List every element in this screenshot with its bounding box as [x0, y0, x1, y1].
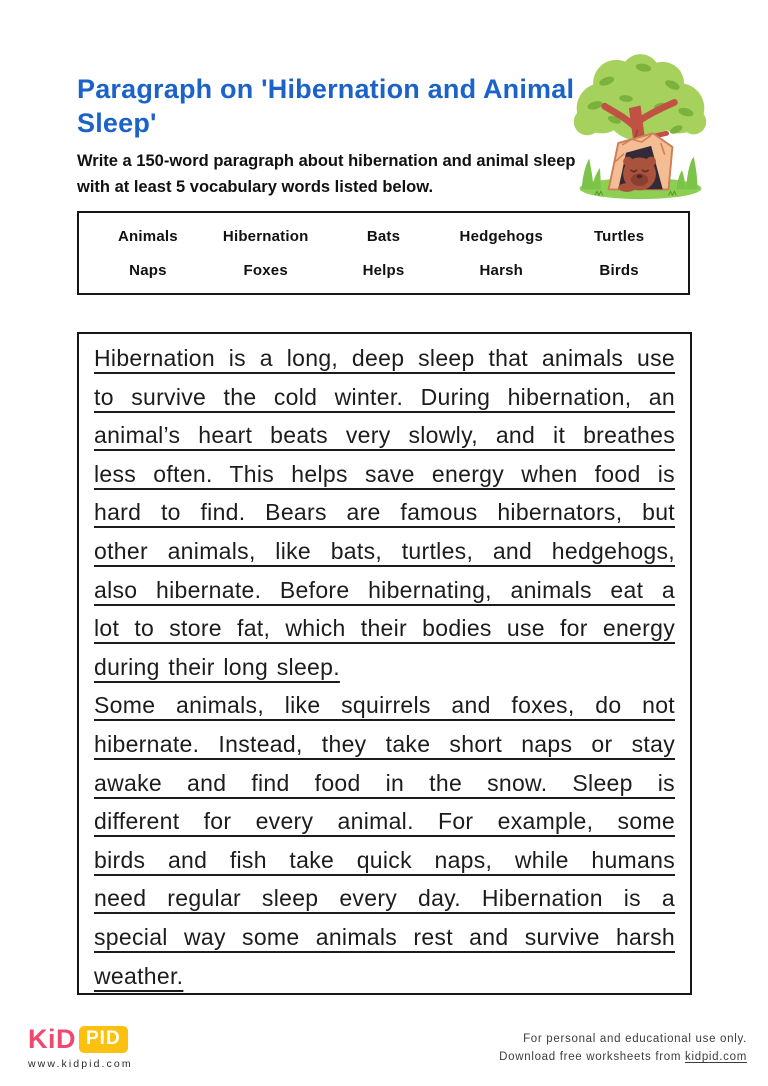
paragraph-line: during their long sleep. — [94, 653, 340, 680]
paragraph-line: weather. — [94, 962, 184, 989]
license-line-2-prefix: Download free worksheets from — [499, 1051, 686, 1063]
paragraph-line: to survive the cold winter. During hibernation, an — [94, 383, 675, 410]
vocab-word: Foxes — [243, 261, 288, 279]
license-note — [499, 1030, 747, 1066]
paragraph-line: other animals, like bats, turtles, and hedgehogs, — [94, 537, 675, 564]
paragraph-line: hard to find. Bears are famous hibernators, but — [94, 499, 675, 526]
paragraph-line: awake and find food in the snow. Sleep is — [94, 769, 675, 796]
paragraph-line: different for every animal. For example, some — [94, 808, 675, 835]
paragraph-line: special way some animals rest and survive harsh — [94, 923, 675, 950]
vocab-word: Harsh — [479, 261, 524, 279]
logo-kid-text: KiD — [28, 1024, 76, 1054]
paragraph-writing-box — [77, 332, 692, 995]
vocabulary-box — [77, 211, 690, 295]
vocab-word: Naps — [129, 261, 167, 279]
vocab-word: Hibernation — [222, 227, 309, 245]
hibernating-bear-tree-illustration — [568, 52, 713, 207]
instructions-text: Write a 150-word paragraph about hibernation and animal sleep with at least 5 vocabulary words listed below. — [77, 152, 576, 196]
vocab-word: Birds — [599, 261, 639, 279]
kidpid-link[interactable]: kidpid.com — [685, 1051, 747, 1063]
paragraph-line: Hibernation is a long, deep sleep that animals use — [94, 345, 675, 371]
vocab-word: Turtles — [593, 227, 645, 245]
paragraph-line: birds and fish take quick naps, while humans — [94, 846, 675, 873]
paragraph-line: Some animals, like squirrels and foxes, do not — [94, 692, 675, 719]
website-url: www.kidpid.com — [28, 1058, 133, 1070]
tree-den-bear-icon — [568, 52, 713, 207]
vocab-word: Hedgehogs — [459, 227, 544, 245]
kidpid-logo — [28, 1024, 133, 1070]
paragraph-line: animal’s heart beats very slowly, and it breathes — [94, 422, 675, 449]
page-title: Paragraph on 'Hibernation and Animal Sleep' — [77, 74, 575, 138]
paragraph-line: lot to store fat, which their bodies use for energy — [94, 615, 675, 642]
paragraph-line: also hibernate. Before hibernating, animals eat a — [94, 576, 675, 603]
vocab-word: Animals — [118, 227, 178, 245]
paragraph-line: need regular sleep every day. Hibernation is a — [94, 885, 675, 912]
license-line-1: For personal and educational use only. — [523, 1033, 747, 1045]
license-line-2 — [499, 1048, 747, 1066]
paragraph-line: less often. This helps save energy when food is — [94, 460, 675, 487]
logo-pid-badge: PID — [79, 1026, 128, 1053]
vocab-word: Bats — [366, 227, 401, 245]
vocab-word: Helps — [362, 261, 405, 279]
paragraph-line: hibernate. Instead, they take short naps or stay — [94, 730, 675, 757]
